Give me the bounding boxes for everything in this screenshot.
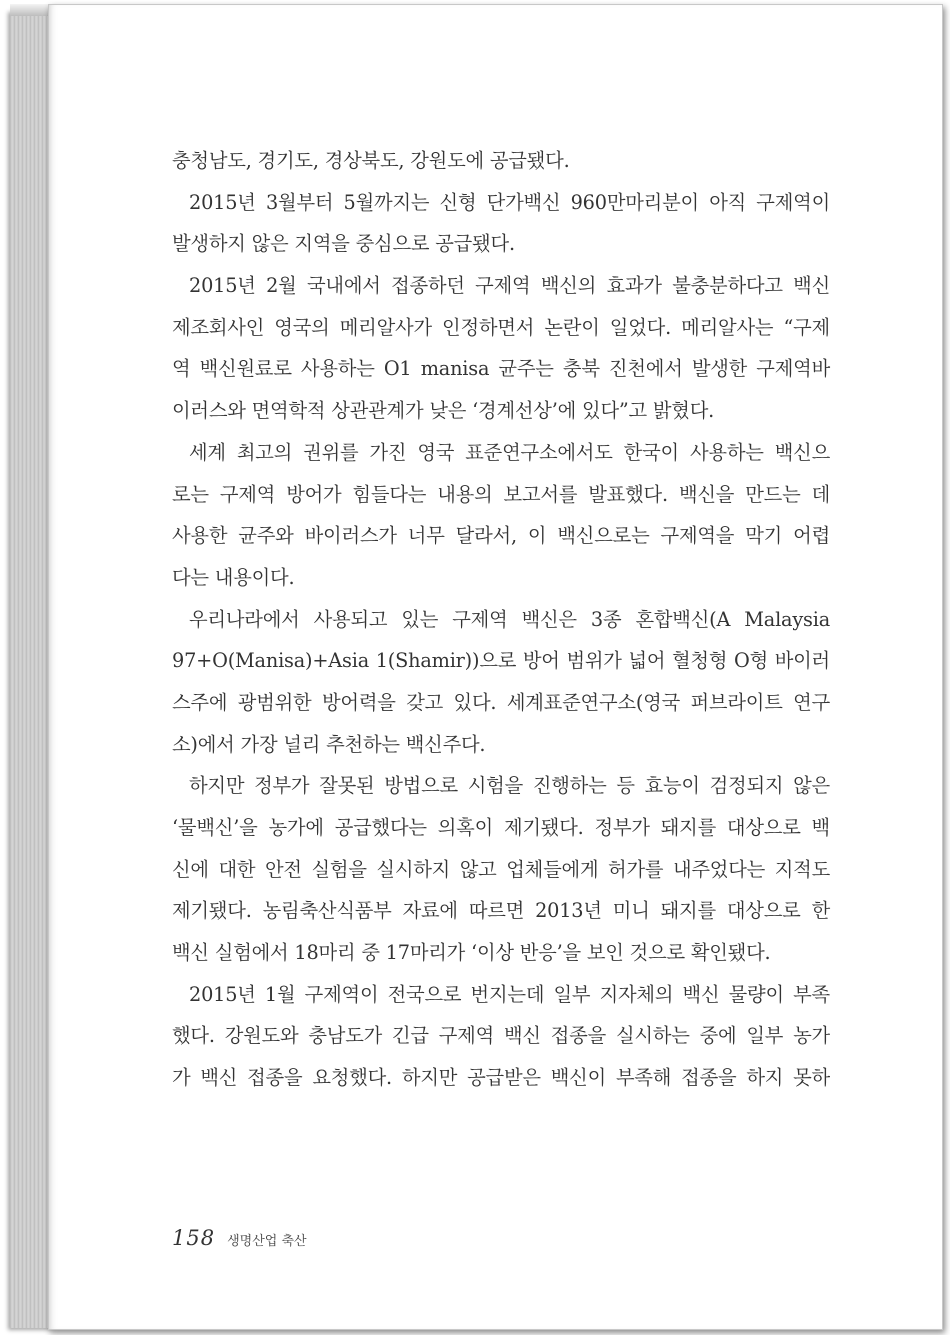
text-line: 2015년 2월 국내에서 접종하던 구제역 백신의 효과가 불충분하다고 백신 <box>189 274 830 298</box>
text-line: 발생하지 않은 지역을 중심으로 공급됐다. <box>172 232 515 256</box>
text-line: 97+O(Manisa)+Asia 1(Shamir))으로 방어 범위가 넓어 혈청형 O형 바이러 <box>172 649 830 673</box>
text-line: ‘물백신’을 농가에 공급했다는 의혹이 제기됐다. 정부가 돼지를 대상으로 백 <box>172 816 830 839</box>
text-line: 2015년 1월 구제역이 전국으로 번지는데 일부 지자체의 백신 물량이 부족 <box>189 982 830 1006</box>
text-line: 신에 대한 안전 실험을 실시하지 않고 업체들에게 허가를 내주었다는 지적도 <box>172 857 830 881</box>
text-line: 스주에 광범위한 방어력을 갖고 있다. 세계표준연구소(영국 퍼브라이트 연구 <box>172 690 830 714</box>
text-line: 2015년 3월부터 5월까지는 신형 단가백신 960만마리분이 아직 구제역이 <box>189 190 830 214</box>
text-line: 우리나라에서 사용되고 있는 구제역 백신은 3종 혼합백신(A Malaysia <box>189 607 830 631</box>
text-line: 로는 구제역 방어가 힘들다는 내용의 보고서를 발표했다. 백신을 만드는 데 <box>172 482 830 506</box>
text-line: 했다. 강원도와 충남도가 긴급 구제역 백신 접종을 실시하는 중에 일부 농가 <box>172 1024 830 1048</box>
text-line: 소)에서 가장 널리 추천하는 백신주다. <box>172 732 486 756</box>
page-footer <box>172 1226 307 1250</box>
page-number: 158 <box>172 1226 216 1250</box>
text-line: 세계 최고의 권위를 가진 영국 표준연구소에서도 한국이 사용하는 백신으 <box>189 440 830 464</box>
running-title: 생명산업 축산 <box>227 1234 307 1249</box>
text-line: 사용한 균주와 바이러스가 너무 달라서, 이 백신으로는 구제역을 막기 어렵 <box>172 524 830 548</box>
text-line: 가 백신 접종을 요청했다. 하지만 공급받은 백신이 부족해 접종을 하지 못하 <box>172 1066 830 1090</box>
text-line: 역 백신원료로 사용하는 O1 manisa 균주는 충북 진천에서 발생한 구제역바 <box>172 357 830 381</box>
text-line: 제기됐다. 농림축산식품부 자료에 따르면 2013년 미니 돼지를 대상으로 한 <box>172 899 830 923</box>
text-line: 충청남도, 경기도, 경상북도, 강원도에 공급됐다. <box>172 149 570 172</box>
text-line: 다는 내용이다. <box>172 565 295 589</box>
text-line: 백신 실험에서 18마리 중 17마리가 ‘이상 반응’을 보인 것으로 확인됐다. <box>172 941 771 965</box>
text-line: 하지만 정부가 잘못된 방법으로 시험을 진행하는 등 효능이 검정되지 않은 <box>189 774 830 798</box>
body-text <box>172 140 830 1099</box>
text-line: 이러스와 면역학적 상관관계가 낮은 ‘경계선상’에 있다”고 밝혔다. <box>172 399 715 423</box>
text-line: 제조회사인 영국의 메리알사가 인정하면서 논란이 일었다. 메리알사는 “구제 <box>172 315 830 339</box>
